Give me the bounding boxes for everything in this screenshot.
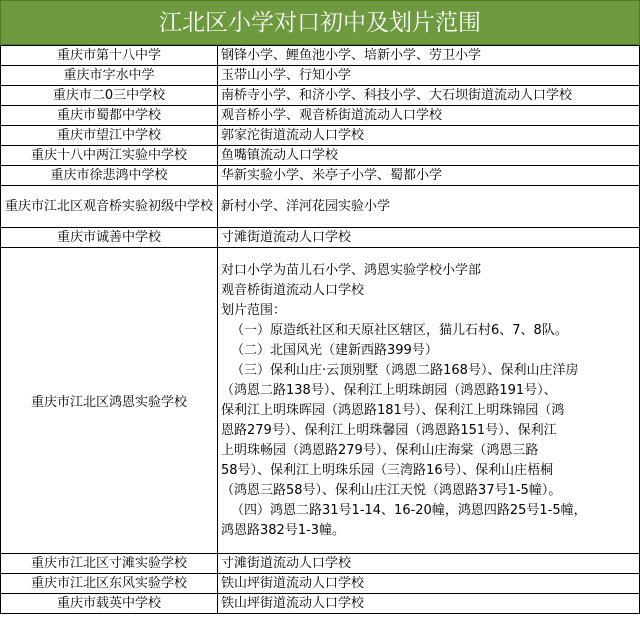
primary-schools: 新村小学、洋河花园实验小学 <box>218 186 640 228</box>
primary-schools: 铁山坪街道流动人口学校 <box>218 594 640 614</box>
table-row <box>1 186 640 228</box>
primary-schools: 南桥寺小学、和济小学、科技小学、大石坝街道流动人口学校 <box>218 86 640 106</box>
detail-line: （四）鸿恩二路31号1-14、16-20幢，鸿恩四路25号1-5幢， <box>231 502 587 518</box>
page-title: 江北区小学对口初中及划片范围 <box>0 0 640 45</box>
school-name: 重庆市载英中学校 <box>1 594 218 614</box>
school-name: 重庆十八中两江实验中学校 <box>1 146 218 166</box>
primary-schools: 钢锋小学、鲤鱼池小学、培新小学、劳卫小学 <box>218 46 640 66</box>
detail-line: 保利江上明珠晖园（鸿恩路181号）、保利江上明珠锦园（鸿 <box>221 402 565 418</box>
detail-line: 恩路279号）、保利江上明珠馨园（鸿恩路151号）、保利江 <box>221 422 557 438</box>
table-row <box>1 86 640 106</box>
school-table <box>0 45 640 614</box>
school-name: 重庆市二0三中学校 <box>1 86 218 106</box>
detail-line: 上明珠畅园（鸿恩路279号）、保利山庄海棠（鸿恩三路 <box>221 442 539 458</box>
detail-line: 观音桥街道流动人口学校 <box>221 282 365 298</box>
table-row <box>1 594 640 614</box>
detail-line: （鸿恩二路138号）、保利江上明珠朗园（鸿恩路191号）、 <box>221 382 557 398</box>
school-name: 重庆市徐悲鸿中学校 <box>1 166 218 186</box>
primary-schools: 华新实验小学、米亭子小学、蜀都小学 <box>218 166 640 186</box>
table-row <box>1 554 640 574</box>
primary-schools: 寸滩街道流动人口学校 <box>218 228 640 248</box>
table-row <box>1 248 640 554</box>
primary-schools: 寸滩街道流动人口学校 <box>218 554 640 574</box>
detail-line: （二）北国风光（建新西路399号） <box>231 342 438 358</box>
school-name: 重庆市蜀都中学校 <box>1 106 218 126</box>
table-row <box>1 228 640 248</box>
school-name: 重庆市第十八中学 <box>1 46 218 66</box>
table-row <box>1 126 640 146</box>
school-name: 重庆市江北区观音桥实验初级中学校 <box>1 186 218 228</box>
primary-schools: 鱼嘴镇流动人口学校 <box>218 146 640 166</box>
detail-line: （一）原造纸社区和天原社区辖区，猫儿石村6、7、8队。 <box>231 322 568 338</box>
school-name: 重庆市江北区寸滩实验学校 <box>1 554 218 574</box>
table-row <box>1 146 640 166</box>
table-row <box>1 106 640 126</box>
detail-line: （鸿恩三路58号）、保利山庄江天悦（鸿恩路37号1-5幢）。 <box>221 482 562 498</box>
table-row <box>1 66 640 86</box>
detail-line: （三）保利山庄·云顶别墅（鸿恩二路168号）、保利山庄洋房 <box>231 362 579 378</box>
primary-schools: 郭家沱街道流动人口学校 <box>218 126 640 146</box>
school-name: 重庆市诚善中学校 <box>1 228 218 248</box>
school-name: 重庆市江北区鸿恩实验学校 <box>1 248 218 554</box>
school-name: 重庆市字水中学 <box>1 66 218 86</box>
table-row <box>1 46 640 66</box>
school-name: 重庆市望江中学校 <box>1 126 218 146</box>
zoning-details <box>218 248 640 554</box>
detail-line: 鸿恩路382号1-3幢。 <box>221 522 346 538</box>
detail-line: 58号）、保利江上明珠乐园（三湾路16号）、保利山庄梧桐 <box>221 462 554 478</box>
detail-line: 划片范围： <box>221 302 287 318</box>
primary-schools: 玉带山小学、行知小学 <box>218 66 640 86</box>
table-row <box>1 574 640 594</box>
detail-line: 对口小学为苗儿石小学、鸿恩实验学校小学部 <box>221 262 482 278</box>
school-name: 重庆市江北区东风实验学校 <box>1 574 218 594</box>
primary-schools: 观音桥小学、观音桥街道流动人口学校 <box>218 106 640 126</box>
primary-schools: 铁山坪街道流动人口学校 <box>218 574 640 594</box>
table-row <box>1 166 640 186</box>
